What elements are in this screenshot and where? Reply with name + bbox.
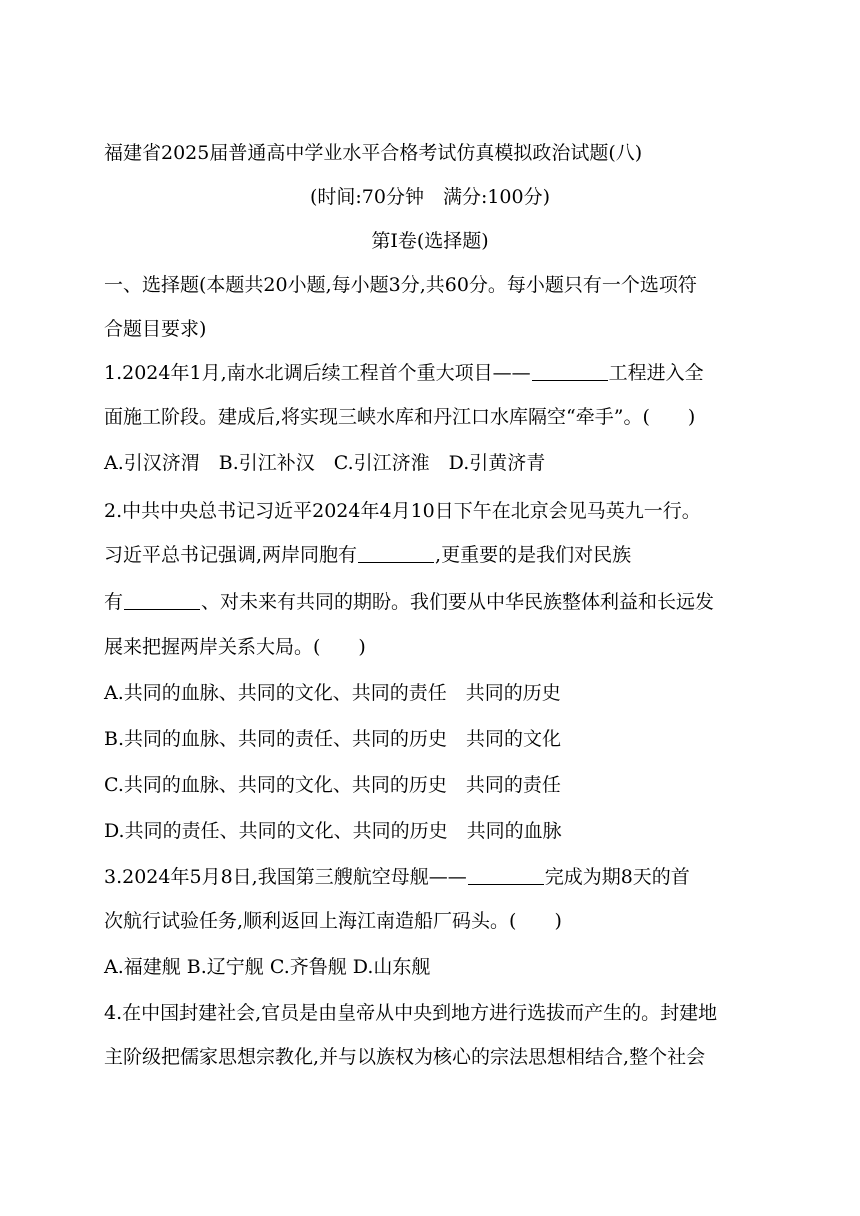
question-2-text-b: ,更重要的是我们对民族 [435,544,632,566]
answer-blank [124,591,200,610]
question-2-option-a: A.共同的血脉、共同的文化、共同的责任 共同的历史 [104,682,561,704]
question-1-line-1 [104,358,764,388]
question-1-line-2: 面施工阶段。建成后,将实现三峡水库和丹江口水库隔空“牵手”。( ) [104,406,696,428]
question-2-line-2 [104,540,764,570]
question-1-text-a: 1.2024年1月,南水北调后续工程首个重大项目—— [104,362,531,384]
question-2-option-c: C.共同的血脉、共同的文化、共同的历史 共同的责任 [104,774,561,796]
question-3-options: A.福建舰 B.辽宁舰 C.齐鲁舰 D.山东舰 [104,956,431,978]
question-2-line-4: 展来把握两岸关系大局。( ) [104,636,366,658]
question-1-options: A.引汉济渭 B.引江补汉 C.引江济淮 D.引黄济青 [104,452,546,474]
question-2-line-3 [104,587,764,617]
question-4-line-2: 主阶级把儒家思想宗教化,并与以族权为核心的宗法思想相结合,整个社会 [104,1046,706,1068]
answer-blank [358,544,434,563]
question-1-text-b: 工程进入全 [608,362,704,384]
question-4-line-1: 4.在中国封建社会,官员是由皇帝从中央到地方进行选拔而产生的。封建地 [104,1002,718,1024]
answer-blank [532,362,608,381]
question-3-text-a: 3.2024年5月8日,我国第三艘航空母舰—— [104,866,467,888]
part-title: 第Ⅰ卷(选择题) [371,230,489,252]
section-heading-line-2: 合题目要求) [104,318,207,340]
question-3-line-1 [104,862,764,892]
question-2-text-c: 有 [104,591,124,613]
answer-blank [468,866,544,885]
question-2-text-a: 习近平总书记强调,两岸同胞有 [104,544,358,566]
question-2-option-b: B.共同的血脉、共同的责任、共同的历史 共同的文化 [104,728,562,750]
exam-meta: (时间:70分钟 满分:100分) [309,186,551,208]
section-heading-line-1: 一、选择题(本题共20小题,每小题3分,共60分。每小题只有一个选项符 [104,274,697,296]
question-2-text-d: 、对未来有共同的期盼。我们要从中华民族整体利益和长远发 [201,591,715,613]
question-3-text-b: 完成为期8天的首 [544,866,690,888]
document-title: 福建省2025届普通高中学业水平合格考试仿真模拟政治试题(八) [104,142,643,164]
question-3-line-2: 次航行试验任务,顺利返回上海江南造船厂码头。( ) [104,910,562,932]
question-2-option-d: D.共同的责任、共同的文化、共同的历史 共同的血脉 [104,820,562,842]
question-2-line-1: 2.中共中央总书记习近平2024年4月10日下午在北京会见马英九一行。 [104,500,701,522]
